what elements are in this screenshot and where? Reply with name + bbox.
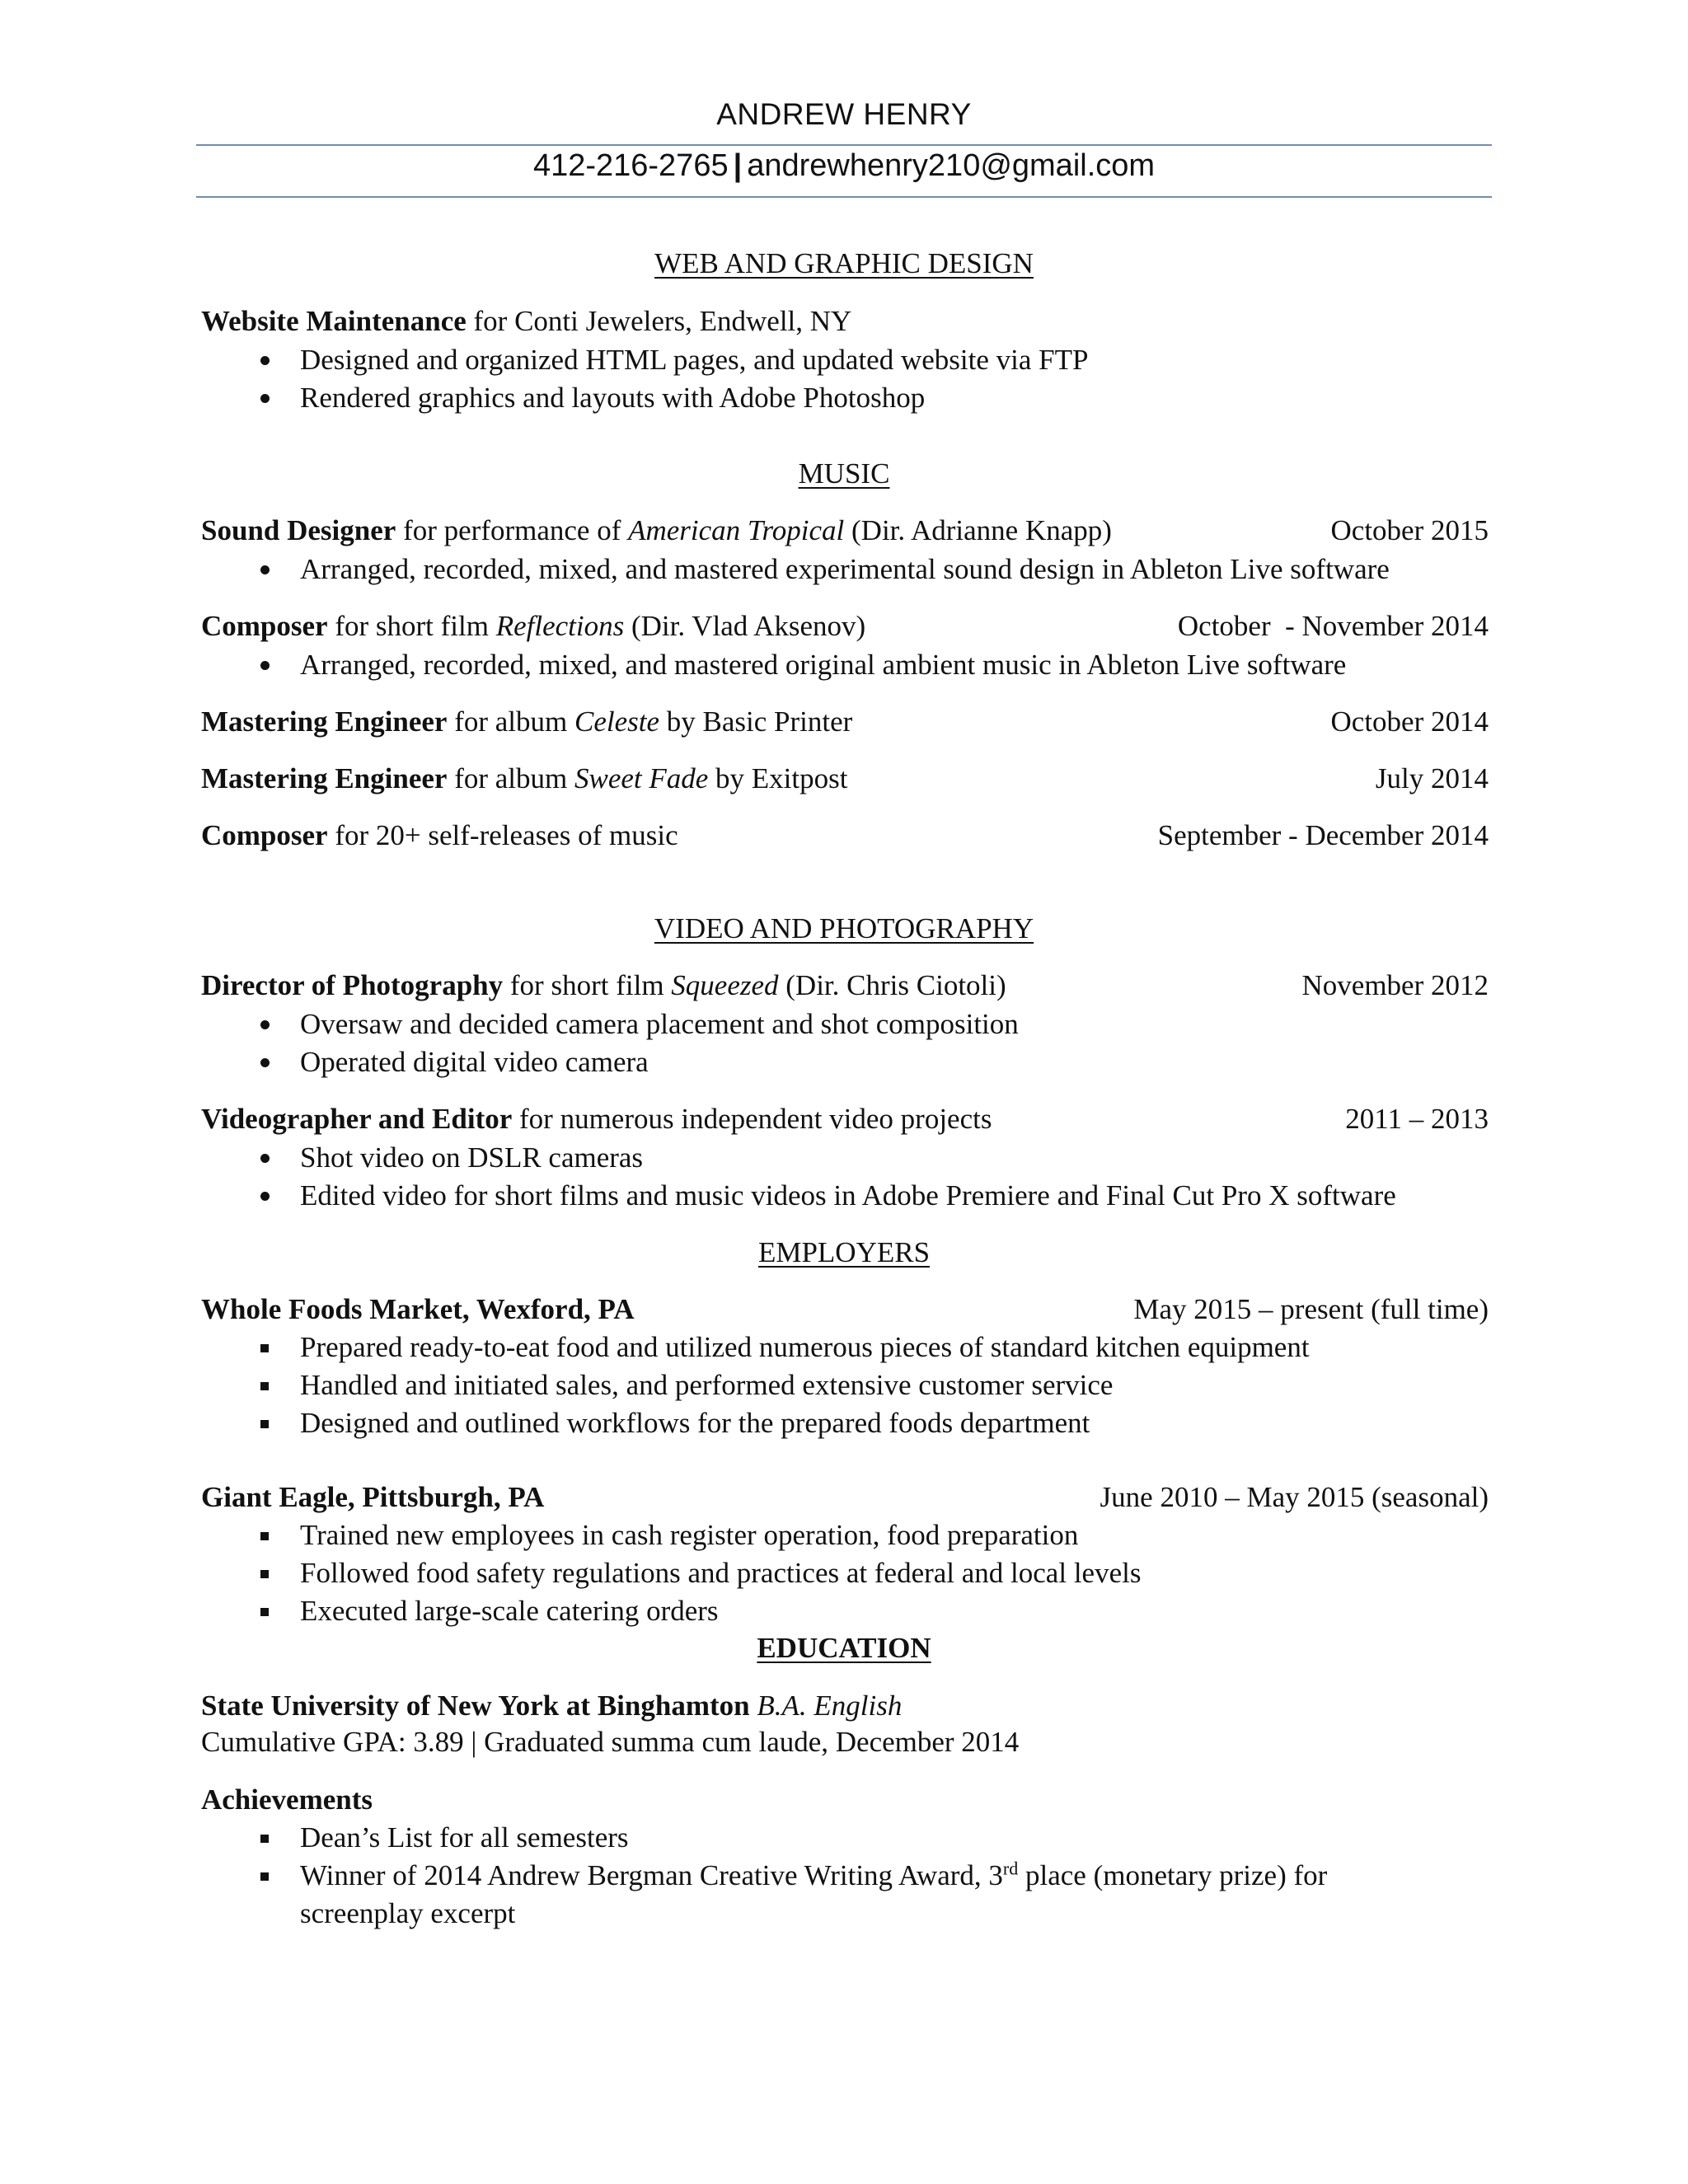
- bullet-dot-icon: [252, 649, 277, 682]
- bullet-text: Handled and initiated sales, and performed extensive customer service: [300, 1369, 1114, 1401]
- phone-number: 412-216-2765: [532, 148, 729, 183]
- entry-work-title: Celeste: [574, 705, 660, 738]
- bullet-text: Arranged, recorded, mixed, and mastered experimental sound design in Ableton Live software: [300, 553, 1390, 585]
- achievements-title: Achievements: [201, 1783, 373, 1816]
- employer-name: Giant Eagle, Pittsburgh, PA: [201, 1481, 545, 1513]
- entry-role: Videographer and Editor: [201, 1103, 513, 1135]
- bullet-text: Designed and organized HTML pages, and updated website via FTP: [300, 344, 1089, 376]
- entry-work-title: Reflections: [495, 610, 625, 642]
- employer-entry-giant-eagle: [201, 1481, 1489, 1514]
- entry-role: Website Maintenance: [201, 305, 467, 337]
- contact-separator: |: [733, 148, 743, 183]
- list-item: [300, 382, 1492, 415]
- bullet-square-icon: [252, 1369, 277, 1402]
- bullet-text: Operated digital video camera: [300, 1046, 649, 1078]
- entry-description: (Dir. Chris Ciotoli): [778, 969, 1006, 1001]
- entry-date: June 2010 – May 2015 (seasonal): [1100, 1481, 1489, 1513]
- list-item: [300, 1557, 1492, 1590]
- list-item: [300, 1859, 1492, 1892]
- entry-description: (Dir. Vlad Aksenov): [624, 610, 866, 642]
- list-item: [300, 1595, 1492, 1628]
- bullet-dot-icon: [252, 1141, 277, 1174]
- list-item: [300, 1407, 1492, 1440]
- entry-description: by Basic Printer: [659, 705, 853, 738]
- entry-description: (Dir. Adrianne Knapp): [844, 514, 1112, 546]
- bullet-text: Followed food safety regulations and practices at federal and local levels: [300, 1557, 1142, 1589]
- entry-date: September - December 2014: [1157, 819, 1489, 851]
- bullet-square-icon: [252, 1331, 277, 1364]
- bullet-text: Oversaw and decided camera placement and shot composition: [300, 1008, 1019, 1040]
- list-item: [300, 1519, 1492, 1552]
- gpa-line: Cumulative GPA: 3.89 | Graduated summa cum laude, December 2014: [201, 1726, 1020, 1758]
- bullet-text: Trained new employees in cash register operation, food preparation: [300, 1519, 1079, 1551]
- degree: B.A. English: [757, 1690, 903, 1722]
- list-item: [300, 1179, 1492, 1212]
- bullet-square-icon: [252, 1821, 277, 1854]
- entry-role: Composer: [201, 610, 328, 642]
- bullet-dot-icon: [252, 344, 277, 377]
- school-name: State University of New York at Binghamton: [201, 1690, 750, 1722]
- contact-line: [196, 148, 1492, 184]
- list-item: [300, 1008, 1492, 1041]
- bullet-square-icon: [252, 1859, 277, 1892]
- bullet-text: Prepared ready-to-eat food and utilized numerous pieces of standard kitchen equipment: [300, 1331, 1310, 1363]
- header-bottom-rule: [196, 196, 1492, 198]
- bullet-text: Winner of 2014 Andrew Bergman Creative Writing Award, 3: [300, 1859, 1003, 1891]
- entry-work-title: Squeezed: [671, 969, 779, 1001]
- entry-date: October 2015: [1330, 514, 1489, 546]
- video-entry-director: [201, 969, 1489, 1002]
- bullet-square-icon: [252, 1519, 277, 1552]
- entry-role: Composer: [201, 819, 328, 851]
- employer-entry-whole-foods: [201, 1293, 1489, 1326]
- bullet-text: Arranged, recorded, mixed, and mastered original ambient music in Ableton Live software: [300, 649, 1347, 681]
- bullet-text: Edited video for short films and music videos in Adobe Premiere and Final Cut Pro X software: [300, 1179, 1396, 1212]
- bullet-text: Executed large-scale catering orders: [300, 1595, 719, 1627]
- bullet-square-icon: [252, 1557, 277, 1590]
- music-entry-mastering-celeste: [201, 705, 1489, 738]
- entry-role: Mastering Engineer: [201, 705, 448, 738]
- bullet-dot-icon: [252, 553, 277, 586]
- music-entry-mastering-sweet-fade: [201, 762, 1489, 795]
- entry-work-title: Sweet Fade: [574, 762, 709, 794]
- bullet-dot-icon: [252, 382, 277, 415]
- entry-description: for performance of: [396, 514, 629, 546]
- entry-role: Sound Designer: [201, 514, 396, 546]
- candidate-name: ANDREW HENRY: [716, 97, 972, 131]
- entry-role: Director of Photography: [201, 969, 504, 1001]
- bullet-text: Designed and outlined workflows for the prepared foods department: [300, 1407, 1090, 1439]
- bullet-dot-icon: [252, 1179, 277, 1212]
- list-item: [300, 1141, 1492, 1174]
- entry-description: for numerous independent video projects: [512, 1103, 992, 1135]
- bullet-square-icon: [252, 1407, 277, 1440]
- bullet-text: Shot video on DSLR cameras: [300, 1141, 644, 1174]
- music-entry-sound-designer: [201, 514, 1489, 547]
- section-title-education: EDUCATION: [757, 1632, 931, 1664]
- entry-description: for short film: [327, 610, 496, 642]
- ordinal-suffix: rd: [1002, 1858, 1019, 1879]
- video-entry-videographer: [201, 1103, 1489, 1136]
- entry-description: for 20+ self-releases of music: [327, 819, 678, 851]
- employer-name: Whole Foods Market, Wexford, PA: [201, 1293, 635, 1325]
- section-title-video: VIDEO AND PHOTOGRAPHY: [654, 912, 1034, 944]
- header-top-rule: [196, 144, 1492, 146]
- entry-date: 2011 – 2013: [1345, 1103, 1489, 1135]
- bullet-text: place (monetary prize) for: [1018, 1859, 1328, 1891]
- education-school: [201, 1690, 1489, 1722]
- list-item-continuation: [300, 1897, 1492, 1930]
- section-title-music: MUSIC: [798, 457, 890, 490]
- entry-date: May 2015 – present (full time): [1133, 1293, 1489, 1325]
- entry-description: for Conti Jewelers, Endwell, NY: [466, 305, 852, 337]
- music-entry-composer-releases: [201, 819, 1489, 852]
- entry-work-title: American Tropical: [628, 514, 845, 546]
- list-item: [300, 1331, 1492, 1364]
- list-item: [300, 344, 1492, 377]
- list-item: [300, 1046, 1492, 1079]
- section-title-employers: EMPLOYERS: [757, 1236, 931, 1268]
- entry-description: for album: [447, 762, 574, 794]
- entry-description: for short film: [503, 969, 672, 1001]
- music-entry-composer-film: [201, 610, 1489, 643]
- bullet-square-icon: [252, 1595, 277, 1628]
- entry-description: for album: [447, 705, 574, 738]
- entry-date: November 2012: [1301, 969, 1489, 1001]
- section-title-web: WEB AND GRAPHIC DESIGN: [654, 247, 1034, 279]
- bullet-text: Rendered graphics and layouts with Adobe Photoshop: [300, 382, 926, 414]
- list-item: [300, 1821, 1492, 1854]
- entry-date: October 2014: [1330, 705, 1489, 738]
- bullet-dot-icon: [252, 1046, 277, 1079]
- email-address: andrewhenry210@gmail.com: [747, 148, 1156, 183]
- list-item: [300, 1369, 1492, 1402]
- list-item: [300, 649, 1492, 682]
- bullet-dot-icon: [252, 1008, 277, 1041]
- list-item: [300, 553, 1492, 586]
- bullet-text: Dean’s List for all semesters: [300, 1821, 629, 1854]
- web-entry: [201, 305, 1489, 338]
- bullet-text: screenplay excerpt: [300, 1897, 516, 1929]
- entry-description: by Exitpost: [708, 762, 848, 794]
- entry-date: October - November 2014: [1177, 610, 1489, 642]
- entry-date: July 2014: [1375, 762, 1489, 794]
- entry-role: Mastering Engineer: [201, 762, 448, 794]
